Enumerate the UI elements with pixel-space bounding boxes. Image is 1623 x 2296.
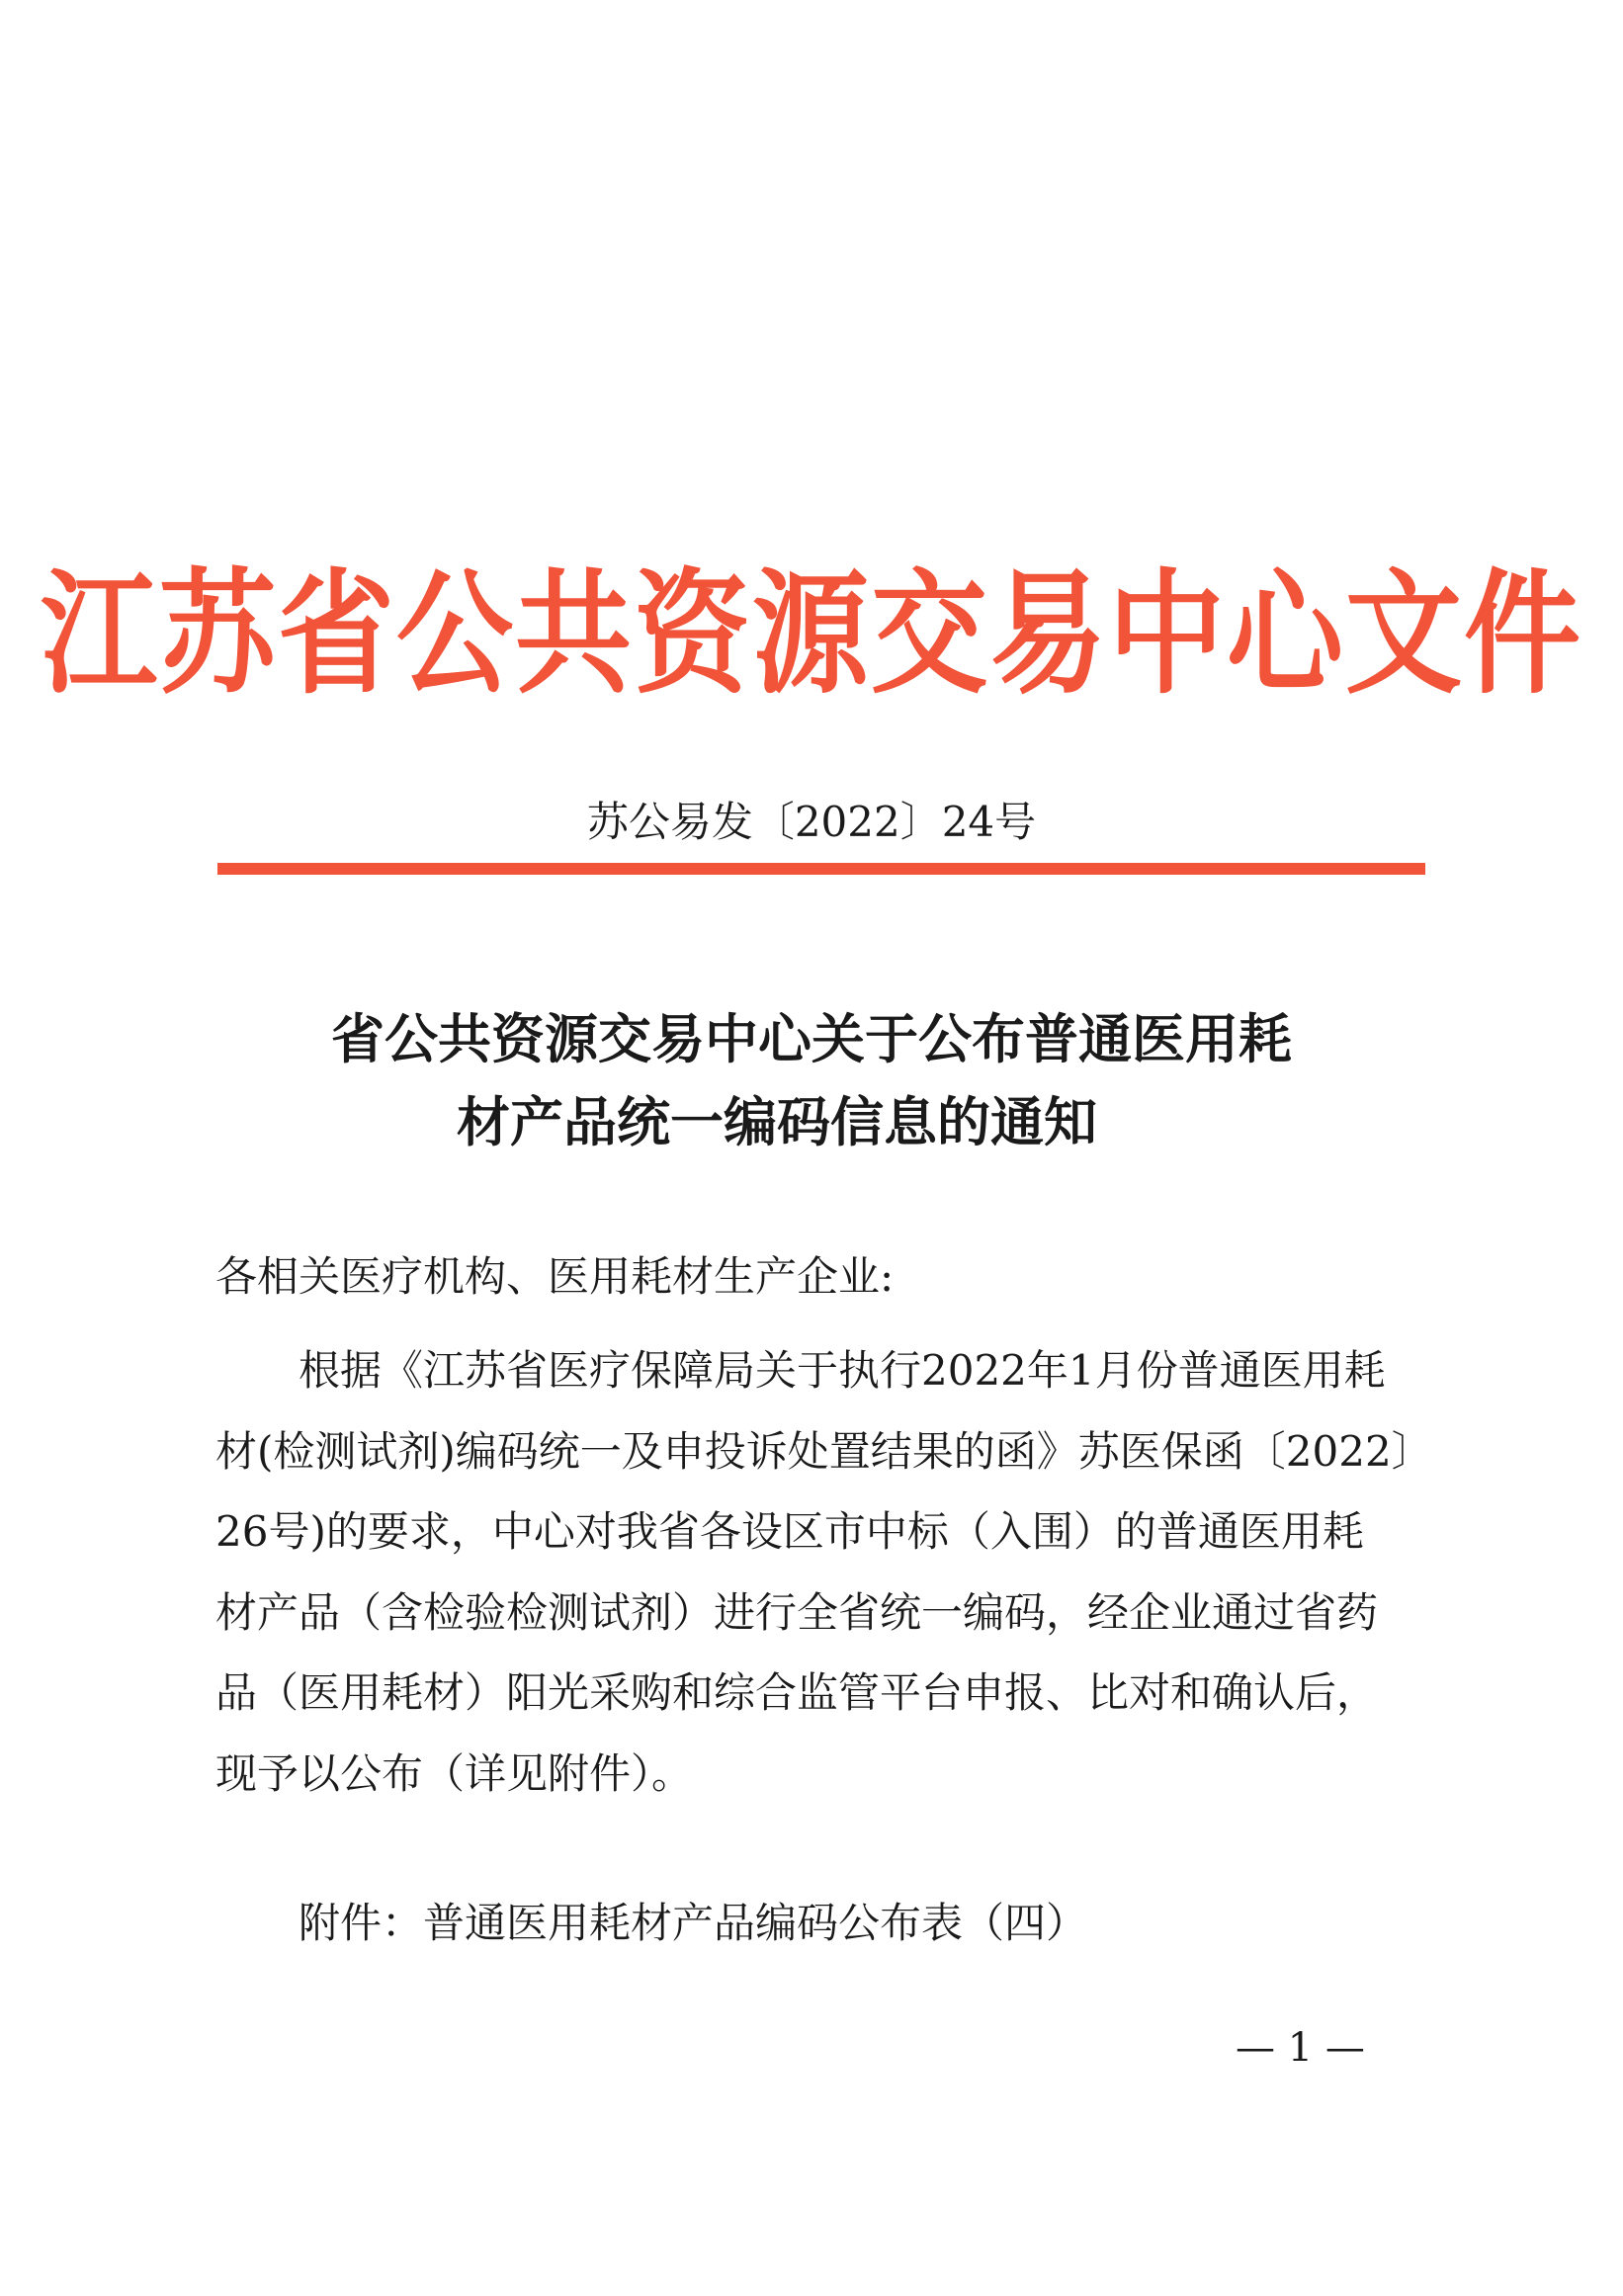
- body-line: 现予以公布（详见附件）。: [215, 1748, 694, 1798]
- body-line: 26号)的要求，中心对我省各设区市中标（入围）的普通医用耗: [215, 1507, 1364, 1556]
- attachment-note: 附件：普通医用耗材产品编码公布表（四）: [299, 1899, 1088, 1947]
- body-line: 材产品（含检验检测试剂）进行全省统一编码，经企业通过省药: [215, 1587, 1379, 1637]
- body-line: 品（医用耗材）阳光采购和综合监管平台申报、比对和确认后，: [215, 1668, 1379, 1717]
- body-line: 材(检测试剂)编码统一及申投诉处置结果的函》苏医保函〔2022〕: [215, 1426, 1433, 1476]
- document-number: 苏公易发〔2022〕24号: [586, 798, 1037, 846]
- notice-title-line-1: 省公共资源交易中心关于公布普通医用耗: [331, 1008, 1292, 1070]
- red-separator-line: [217, 863, 1425, 875]
- body-line: 根据《江苏省医疗保障局关于执行2022年1月份普通医用耗: [299, 1346, 1386, 1395]
- addressee: 各相关医疗机构、医用耗材生产企业:: [215, 1252, 895, 1301]
- body-paragraph: [215, 1330, 1433, 1814]
- notice-title-line-2: 材产品统一编码信息的通知: [457, 1091, 1097, 1153]
- page-number: — 1 —: [1236, 2025, 1365, 2071]
- masthead-title: 江苏省公共资源交易中心文件: [40, 554, 1582, 713]
- notice-title: [0, 998, 1623, 1164]
